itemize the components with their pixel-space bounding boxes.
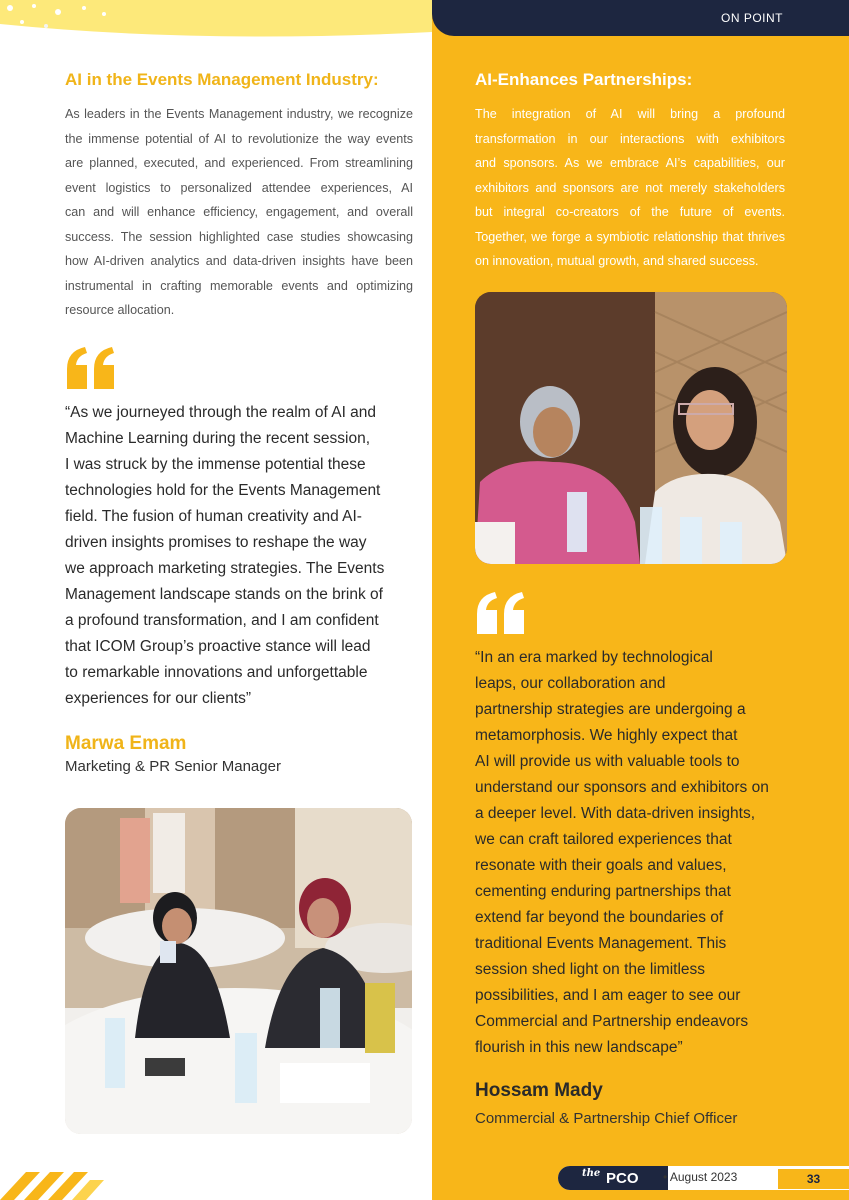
- quote-line: field. The fusion of human creativity and AI-: [65, 508, 362, 525]
- paragraph-line: exhibitors and sponsors are not merely stakeholders: [475, 180, 785, 195]
- right-quote: [475, 645, 775, 1061]
- left-speaker-name: Marwa Emam: [65, 733, 187, 754]
- section-label: ON POINT: [720, 11, 783, 25]
- paragraph-line: are planned, executed, and experienced. From streamlining: [65, 156, 413, 170]
- paragraph-line: can and will enhance efficiency, engagement, and overall: [65, 205, 413, 219]
- paragraph-line: instrumental in crafting memorable events and optimizing: [65, 278, 413, 293]
- quote-line: Management landscape stands on the brink of: [65, 586, 383, 603]
- quote-line: leaps, our collaboration and: [475, 675, 666, 692]
- paragraph-line: the immense potential of AI to revolutionize the way events: [65, 131, 413, 146]
- quote-line: I was struck by the immense potential these: [65, 456, 366, 473]
- quote-mark-icon: [475, 592, 527, 634]
- page-number: 33: [778, 1169, 849, 1189]
- right-speaker-name: Hossam Mady: [475, 1080, 603, 1101]
- paragraph-line: and sponsors. As we embrace AI’s capabilities, our: [475, 156, 785, 170]
- quote-line: metamorphosis. We highly expect that: [475, 727, 738, 744]
- paragraph-line: Together, we forge a symbiotic relationship that thrives: [475, 229, 785, 244]
- quote-line: Machine Learning during the recent session,: [65, 430, 371, 447]
- meeting-photo-speakers: [475, 292, 787, 564]
- paragraph-line: success. The session highlighted case studies showcasing: [65, 229, 413, 244]
- meeting-photo-table: [65, 808, 412, 1134]
- paragraph-line: transformation in our interactions with exhibitors: [475, 131, 785, 146]
- quote-line: flourish in this new landscape”: [475, 1039, 683, 1056]
- quote-line: a deeper level. With data-driven insights,: [475, 805, 756, 822]
- quote-line: that ICOM Group’s proactive stance will lead: [65, 638, 371, 655]
- quote-line: driven insights promises to reshape the way: [65, 534, 367, 551]
- quote-line: understand our sponsors and exhibitors on: [475, 779, 769, 796]
- paragraph-line: but integral co-creators of the future of events.: [475, 205, 785, 219]
- quote-line: “As we journeyed through the realm of AI and: [65, 404, 377, 421]
- quote-line: session shed light on the limitless: [475, 961, 706, 978]
- quote-line: possibilities, and I am eager to see our: [475, 987, 741, 1004]
- quote-line: resonate with their goals and values,: [475, 857, 727, 874]
- logo-the: the: [582, 1168, 601, 1179]
- quote-line: partnership strategies are undergoing a: [475, 701, 746, 718]
- quote-line: AI will provide us with valuable tools to: [475, 753, 740, 770]
- decorative-dots: [0, 0, 120, 60]
- quote-line: “In an era marked by technological: [475, 649, 713, 666]
- decorative-stripes: [0, 1160, 110, 1200]
- right-heading: AI-Enhances Partnerships:: [475, 70, 693, 89]
- paragraph-line: on innovation, mutual growth, and shared success.: [475, 254, 759, 268]
- left-paragraph: [65, 102, 413, 323]
- paragraph-line: As leaders in the Events Management industry, we recognize: [65, 107, 413, 121]
- paragraph-line: resource allocation.: [65, 303, 175, 317]
- right-speaker-role: Commercial & Partnership Chief Officer: [475, 1110, 738, 1127]
- quote-line: cementing enduring partnerships that: [475, 883, 731, 900]
- quote-line: a profound transformation, and I am confident: [65, 612, 379, 629]
- quote-line: we can craft tailored experiences that: [475, 831, 732, 848]
- section-header-bar: [432, 0, 849, 36]
- paragraph-line: event logistics to personalized attendee experiences, AI: [65, 180, 413, 195]
- quote-line: extend far beyond the boundaries of: [475, 909, 724, 926]
- left-heading: AI in the Events Management Industry:: [65, 70, 379, 89]
- quote-line: technologies hold for the Events Management: [65, 482, 381, 499]
- logo-pco: PCO: [606, 1170, 639, 1187]
- issue-date: • August 2023: [663, 1170, 738, 1184]
- quote-line: Commercial and Partnership endeavors: [475, 1013, 749, 1030]
- quote-line: to remarkable innovations and unforgettable: [65, 664, 368, 681]
- quote-line: we approach marketing strategies. The Events: [65, 560, 385, 577]
- quote-line: experiences for our clients”: [65, 690, 252, 707]
- quote-mark-icon: [65, 347, 117, 389]
- paragraph-line: how AI-driven analytics and data-driven insights have been: [65, 254, 413, 268]
- quote-line: traditional Events Management. This: [475, 935, 727, 952]
- right-paragraph: [475, 102, 785, 274]
- paragraph-line: The integration of AI will bring a profound: [475, 107, 785, 121]
- magazine-logo: [558, 1166, 668, 1190]
- left-quote: [65, 400, 405, 712]
- left-speaker-role: Marketing & PR Senior Manager: [65, 758, 281, 775]
